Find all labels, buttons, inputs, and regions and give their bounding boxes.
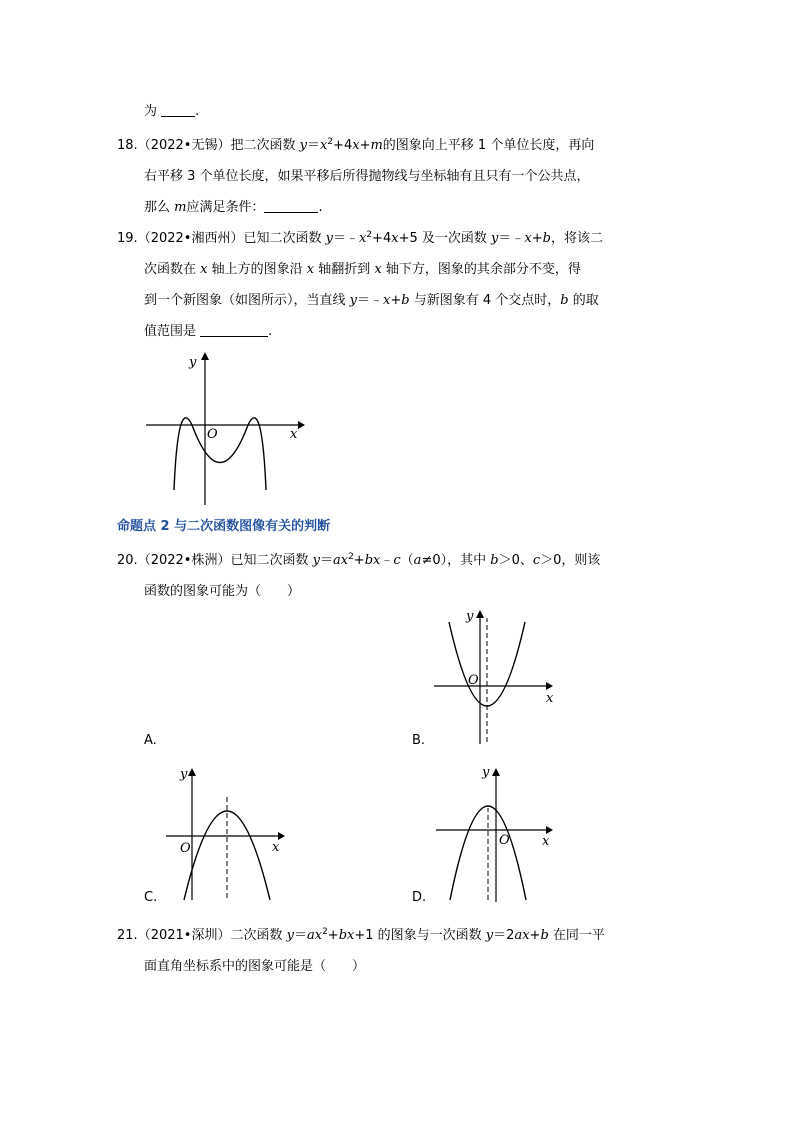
q20-var: c: [532, 553, 541, 568]
q19-text: 到一个新图象（如图所示），当直线: [144, 293, 350, 308]
x-axis-label: x: [272, 840, 280, 855]
q21-number: 21.: [117, 928, 138, 943]
q20-text: 已知二次函数: [230, 553, 313, 568]
q20-text: ≠0），其中: [421, 553, 491, 568]
q20-text: ＝: [319, 553, 333, 568]
q19-answer-blank[interactable]: [200, 323, 268, 337]
q19-line-4: [144, 323, 272, 341]
q18-text: .: [318, 200, 323, 215]
q21-text: 面直角坐标系中的图象可能是（ ）: [144, 959, 366, 974]
y-axis-arrow-icon: [492, 768, 500, 776]
q18-var: x: [319, 138, 328, 153]
origin-label: O: [207, 427, 218, 442]
q19-text: 值范围是: [144, 324, 201, 339]
x-axis-label: x: [546, 691, 554, 706]
q19-var: y: [349, 293, 357, 308]
q17-tail-text: 为: [144, 104, 158, 119]
q18-text: 把二次函数: [230, 138, 300, 153]
option-a-label[interactable]: A.: [144, 733, 157, 748]
q19-sup: 2: [366, 230, 373, 240]
parabola-curve: [450, 806, 526, 900]
origin-label: O: [468, 673, 479, 688]
q19-text: +: [390, 293, 402, 308]
q18-text: 的图象向上平移 1 个单位长度，再向: [382, 138, 595, 153]
q18-number: 18.: [117, 138, 138, 153]
q18-var: m: [174, 200, 187, 215]
q21-var: bx: [338, 928, 355, 943]
q19-line-3: [144, 292, 599, 310]
y-axis-label: y: [180, 767, 188, 782]
q19-var: b: [542, 231, 551, 246]
q20-text: +: [353, 553, 365, 568]
q18-line-1: [117, 137, 594, 156]
option-c-label[interactable]: C.: [144, 890, 158, 905]
y-axis-label: y: [482, 765, 490, 780]
q20-var: bx: [364, 553, 381, 568]
q19-line-2: [144, 261, 581, 279]
q21-text: ＝2: [493, 928, 515, 943]
q20-var: ax: [332, 553, 349, 568]
q19-figure: [140, 350, 310, 510]
q21-source: （2021•深圳）: [137, 928, 231, 943]
option-d-graph[interactable]: [430, 764, 560, 906]
x-axis-arrow-icon: [546, 826, 553, 834]
q19-var: y: [325, 231, 333, 246]
q18-line-2: [144, 168, 590, 186]
q19-text: ＝﹣: [357, 293, 384, 308]
q21-var: ax: [306, 928, 323, 943]
option-d-label[interactable]: D.: [412, 890, 427, 905]
y-axis-arrow-icon: [476, 610, 484, 618]
y-axis-arrow-icon: [201, 352, 209, 360]
y-axis-arrow-icon: [188, 768, 196, 776]
q20-number: 20.: [117, 553, 138, 568]
q19-text: ＝﹣: [332, 231, 359, 246]
q18-text: +: [359, 138, 371, 153]
q20-var: c: [393, 553, 401, 568]
q21-line-2: [144, 958, 365, 976]
q20-sup: 2: [348, 552, 354, 562]
q18-var: m: [370, 138, 383, 153]
x-axis-arrow-icon: [298, 421, 305, 429]
q21-text: 二次函数: [230, 928, 287, 943]
q19-text: 轴下方，图象的其余部分不变，得: [381, 262, 581, 277]
q19-line-1: [117, 230, 603, 249]
q20-line-2: [144, 583, 300, 601]
option-c-graph[interactable]: [162, 760, 292, 902]
q19-text: +: [531, 231, 543, 246]
q18-text: +4: [333, 138, 353, 153]
q17-period: .: [195, 104, 200, 119]
q20-text: ＞0、: [498, 553, 533, 568]
option-b-graph[interactable]: [430, 604, 560, 746]
q19-var: x: [200, 262, 208, 277]
q19-var: y: [491, 231, 499, 246]
q21-var: y: [286, 928, 294, 943]
x-axis-arrow-icon: [278, 832, 285, 840]
q18-text: ＝: [306, 138, 320, 153]
q19-var: x: [358, 231, 367, 246]
q18-source: （2022•无锡）: [137, 138, 231, 153]
q19-text: +5 及一次函数: [398, 231, 491, 246]
q17-tail-line: [144, 103, 199, 121]
section-heading: 命题点 2 与二次函数图像有关的判断: [117, 519, 331, 534]
option-b-label[interactable]: B.: [412, 733, 426, 748]
q19-var: x: [306, 262, 315, 277]
q19-text: 次函数在: [144, 262, 201, 277]
q19-text: ＝﹣: [498, 231, 525, 246]
q21-text: +1 的图象与一次函数: [354, 928, 486, 943]
q19-text: 轴翻折到: [314, 262, 375, 277]
q19-text: +4: [372, 231, 392, 246]
x-axis-arrow-icon: [546, 682, 553, 690]
q21-sup: 2: [322, 927, 328, 937]
q21-text: ＝: [293, 928, 307, 943]
q20-text: ﹣: [380, 553, 394, 568]
q21-text: +: [529, 928, 541, 943]
q19-var: b: [401, 293, 410, 308]
q19-source: （2022•湘西州）: [137, 231, 244, 246]
q19-var: x: [524, 231, 532, 246]
q21-var: ax: [514, 928, 530, 943]
q20-source: （2022•株洲）: [137, 553, 231, 568]
q19-text: 已知二次函数: [243, 231, 326, 246]
q17-answer-blank[interactable]: [161, 103, 195, 117]
q20-text: ＞0，则该: [540, 553, 601, 568]
y-axis-label: y: [189, 355, 197, 370]
q18-text: 右平移 3 个单位长度，如果平移后所得抛物线与坐标轴有且只有一个公共点，: [144, 169, 590, 184]
q18-answer-blank[interactable]: [264, 199, 318, 213]
q21-var: b: [540, 928, 549, 943]
q19-text: 与新图象有 4 个交点时，: [409, 293, 561, 308]
origin-label: O: [180, 841, 191, 856]
q18-line-3: [144, 199, 323, 217]
q18-sup: 2: [327, 137, 334, 147]
q20-var: y: [312, 553, 320, 568]
q21-var: y: [485, 928, 494, 943]
q21-text: +: [327, 928, 339, 943]
x-axis-label: x: [290, 427, 298, 442]
q21-text: 在同一平: [548, 928, 605, 943]
q20-line-1: [117, 552, 600, 571]
q18-var: y: [299, 138, 307, 153]
q20-var: a: [413, 553, 422, 568]
q18-text: 应满足条件：: [186, 200, 265, 215]
q19-var: x: [391, 231, 399, 246]
q20-text: 函数的图象可能为（ ）: [144, 584, 301, 599]
q19-text: ，将该二: [550, 231, 603, 246]
q19-number: 19.: [117, 231, 138, 246]
q19-text: .: [268, 324, 273, 339]
q19-var: b: [560, 293, 569, 308]
q18-text: 那么: [144, 200, 175, 215]
x-axis-label: x: [542, 834, 550, 849]
q19-var: x: [383, 293, 391, 308]
q19-text: 的取: [568, 293, 599, 308]
folded-curve: [174, 418, 266, 490]
q19-var: x: [374, 262, 382, 277]
origin-label: O: [499, 833, 510, 848]
q19-text: 轴上方的图象沿: [207, 262, 307, 277]
q21-line-1: [117, 927, 605, 946]
q18-var: x: [352, 138, 360, 153]
y-axis-label: y: [466, 609, 474, 624]
q20-text: （: [400, 553, 414, 568]
q20-var: b: [490, 553, 499, 568]
